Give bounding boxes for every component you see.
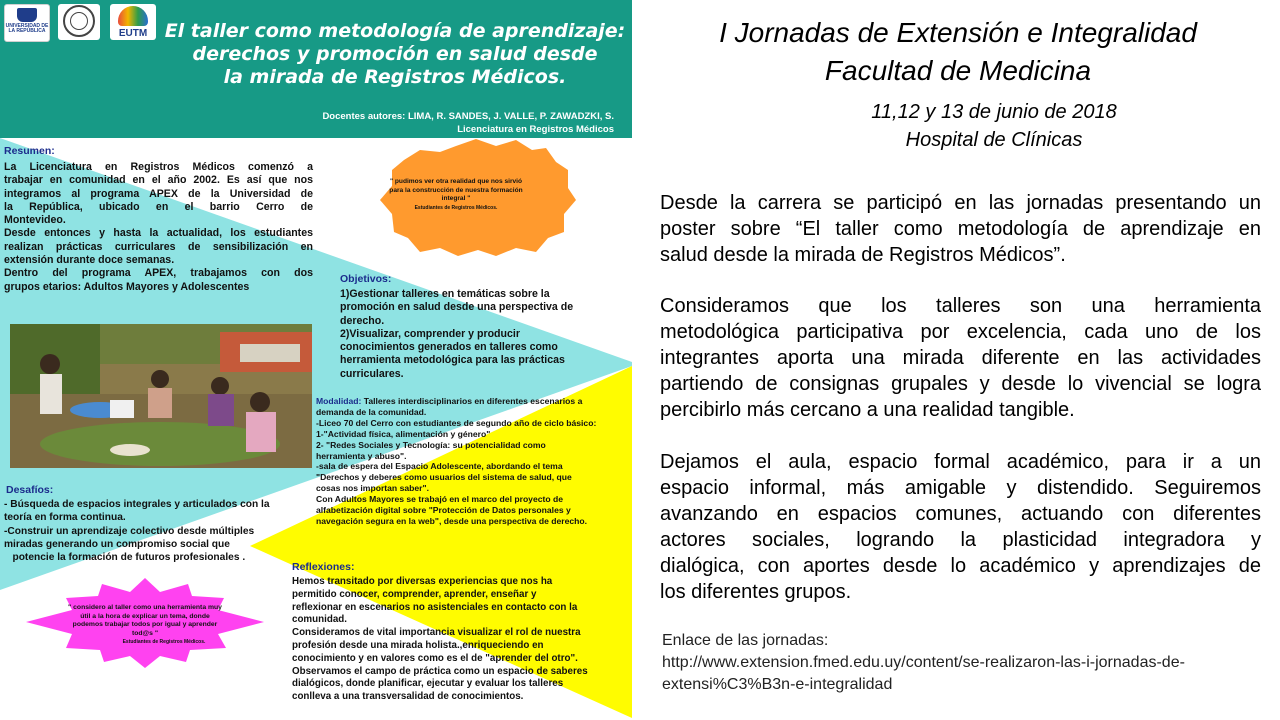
eutm-logo-text: EUTM [118, 28, 148, 39]
poster [0, 0, 632, 720]
event-place: Hospital de Clínicas [905, 129, 1083, 151]
resumen-line: Desde entonces y hasta la actualidad, los estudiantes [4, 227, 313, 240]
link-label: Enlace de las jornadas: [662, 632, 829, 649]
quote-signature: Estudiantes de Registros Médicos. [414, 204, 498, 211]
modalidad-line: Con Adultos Mayores se trabajó en el marco del proyecto de [316, 494, 564, 505]
poster-title-line: derechos y promoción en salud desde [192, 43, 598, 65]
body-paragraph-1 [660, 190, 1261, 268]
link-url[interactable]: http://www.extension.fmed.edu.uy/content/se-realizaron-las-i-jornadas-de- [662, 654, 1185, 671]
quote-line: " pudimos ver otra realidad que nos sirvió [389, 178, 523, 185]
seal-inner-icon [70, 12, 88, 30]
resumen-line: La Licenciatura en Registros Médicos comenzó a [4, 161, 313, 173]
reflexiones-line: dialógicos, donde planificar, ejecutar y evaluar los talleres [292, 678, 564, 690]
modalidad-line: alfabetización digital sobre "Protección de Datos personales y [316, 505, 571, 516]
objetivos-line: derecho. [340, 314, 385, 327]
quote-line: integral " [441, 195, 471, 203]
quote-line: tod@s " [131, 629, 159, 637]
poster-title-line: la mirada de Registros Médicos. [223, 66, 567, 88]
modalidad-line: navegación segura en la web", desde una perspectiva de derecho. [316, 515, 588, 526]
modalidad-line: demanda de la comunidad. [316, 406, 427, 417]
workshop-photo [10, 324, 312, 468]
modalidad-line: -Liceo 70 del Cerro con estudiantes de segundo año de ciclo básico: [316, 417, 597, 428]
udelar-logo [4, 4, 50, 42]
reflexiones-line: conlleva a una transversalidad de conocimientos. [292, 691, 524, 703]
modalidad-line: Talleres interdisciplinarios en diferentes escenarios a [363, 396, 583, 406]
resumen-line: integramos al programa APEX de la Universidad de [4, 187, 313, 200]
objetivos-line: 2)Visualizar, comprender y producir [340, 327, 520, 340]
modalidad-text [316, 396, 628, 527]
paragraph-line: metodológica participativa por excelencia, cada uno de los [660, 321, 1261, 343]
authors-line: Docentes autores: LIMA, R. SANDES, J. VALLE, P. ZAWADZKI, S. [322, 111, 614, 122]
body-paragraph-2 [660, 293, 1261, 423]
event-title-line: Facultad de Medicina [824, 55, 1092, 86]
quote-line: útil a la hora de explicar un tema, donde [80, 612, 210, 620]
poster-title-line: El taller como metodología de aprendizaje: [164, 20, 626, 42]
reflexiones-heading: Reflexiones: [292, 561, 355, 573]
objetivos-line: curriculares. [340, 367, 404, 380]
rainbow-arc-icon [118, 6, 148, 26]
poster-authors [322, 110, 614, 136]
desafios-line: - Búsqueda de espacios integrales y articulados con la [4, 499, 270, 510]
paragraph-line: dialógica, con aportes desde lo académico y aprendizajes de [660, 555, 1261, 577]
resumen-line: grupos etarios: Adultos Mayores y Adolescentes [4, 280, 250, 293]
resumen-line: Montevideo. [4, 214, 66, 227]
event-details [658, 98, 1280, 154]
udelar-logo-text: UNIVERSIDAD DE LA REPÚBLICA [5, 23, 49, 34]
objetivos-line: conocimientos generados en talleres como [340, 341, 558, 354]
program-line: Licenciatura en Registros Médicos [457, 124, 614, 135]
poster-title [160, 20, 630, 89]
resumen-line: trabajar en comunidad en el año 2002. Es así que nos [4, 174, 313, 187]
modalidad-line: -sala de espera del Espacio Adolescente, abordando el tema [316, 461, 563, 472]
reflexiones-line: profesión desde una mirada holista.,enriqueciendo en [292, 639, 544, 651]
quote-line: " considero al taller como una herramienta muy [68, 604, 222, 611]
desafios-text [4, 498, 294, 564]
reflexiones-line: Observamos el campo de práctica como un espacio de saberes [292, 665, 588, 677]
reflexiones-line: Consideramos de vital importancia visualizar el rol de nuestra [292, 627, 581, 639]
faculty-seal-logo [58, 4, 100, 40]
link-url-continued[interactable]: extensi%C3%B3n-e-integralidad [662, 676, 893, 693]
paragraph-line: avanzando en espacios comunes, actuando con diferentes [660, 503, 1261, 525]
desafios-heading: Desafíos: [6, 484, 54, 496]
resumen-heading: Resumen: [4, 145, 55, 157]
reflexiones-line: comunidad. [292, 614, 347, 626]
paragraph-line: salud desde la mirada de Registros Médicos”. [660, 244, 1066, 266]
objetivos-text [340, 288, 612, 381]
quote-signature: Estudiantes de Registros Médicos. [122, 639, 206, 646]
objetivos-heading: Objetivos: [340, 273, 392, 285]
eutm-logo [110, 4, 156, 40]
modalidad-line: "Derechos y deberes como usuarios del sistema de salud, que [316, 472, 572, 483]
paragraph-line: partiendo de consignas grupales y desde lo vivencial se logra [660, 373, 1261, 395]
event-title [658, 14, 1258, 90]
poster-header [0, 0, 632, 138]
modalidad-line: cosas nos importan saber". [316, 483, 429, 494]
paragraph-line: Consideramos que los talleres son una herramienta [660, 295, 1261, 317]
paragraph-line: poster sobre “El taller como metodología de aprendizaje en [660, 218, 1261, 240]
paragraph-line: los diferentes grupos. [660, 581, 852, 603]
objetivos-line: herramienta metodológica para las prácticas [340, 354, 565, 367]
desafios-line: teoría en forma continua. [4, 512, 126, 524]
desafios-line: -Construir un aprendizaje colectivo desde múltiples [4, 525, 255, 537]
paragraph-line: integrantes aporta una mirada diferente en las actividades [660, 347, 1261, 369]
paragraph-line: Dejamos el aula, espacio formal académico, para ir a un [660, 451, 1261, 473]
paragraph-line: espacio informal, más amigable y distendido. Seguiremos [660, 477, 1261, 499]
resumen-line: realizan prácticas curriculares de sensibilización en [4, 240, 313, 253]
desafios-line: potencie la formación de futuros profesionales . [4, 552, 246, 564]
reflexiones-line: reflexionar en escenarios no asistenciales en contacto con la [292, 601, 578, 613]
event-date: 11,12 y 13 de junio de 2018 [871, 101, 1117, 123]
paragraph-line: percibirlo más cercano a una realidad tangible. [660, 399, 1075, 421]
link-block [662, 630, 1262, 696]
quote-bottom [50, 604, 240, 647]
resumen-line: la República, ubicado en el barrio Cerro de [4, 200, 313, 213]
reflexiones-line: conocimiento y en valores como es el de "aprender del otro". [292, 652, 578, 664]
reflexiones-line: Hemos transitado por diversas experiencias que nos ha [292, 576, 553, 587]
reflexiones-text [292, 576, 626, 704]
resumen-line: extensión durante doce semanas. [4, 254, 175, 267]
modalidad-line: herramienta y abuso". [316, 450, 407, 461]
event-title-line: I Jornadas de Extensión e Integralidad [719, 17, 1197, 48]
modalidad-line: 2- "Redes Sociales y Tecnología: su potencialidad como [316, 439, 546, 450]
shield-icon [17, 8, 37, 22]
modalidad-line: 1-"Actividad física, alimentación y género" [316, 428, 491, 439]
desafios-line: miradas generando un compromiso social que [4, 538, 230, 550]
paragraph-line: Desde la carrera se participó en las jornadas presentando un [660, 192, 1261, 214]
quote-line: para la construcción de nuestra formación [389, 186, 523, 194]
modalidad-heading: Modalidad: [316, 396, 362, 406]
resumen-text [4, 161, 313, 294]
objetivos-line: promoción en salud desde una perspectiva de [340, 301, 574, 314]
reflexiones-line: permitido conocer, comprender, aprender, enseñar y [292, 588, 537, 600]
objetivos-line: 1)Gestionar talleres en temáticas sobre la [340, 288, 550, 300]
body-paragraph-3 [660, 449, 1261, 605]
quote-top [386, 178, 526, 212]
paragraph-line: actores sociales, logrando la plasticidad integradora y [660, 529, 1261, 551]
resumen-line: Dentro del programa APEX, trabajamos con dos [4, 267, 313, 280]
quote-line: podemos trabajar todos por igual y aprender [72, 621, 218, 629]
